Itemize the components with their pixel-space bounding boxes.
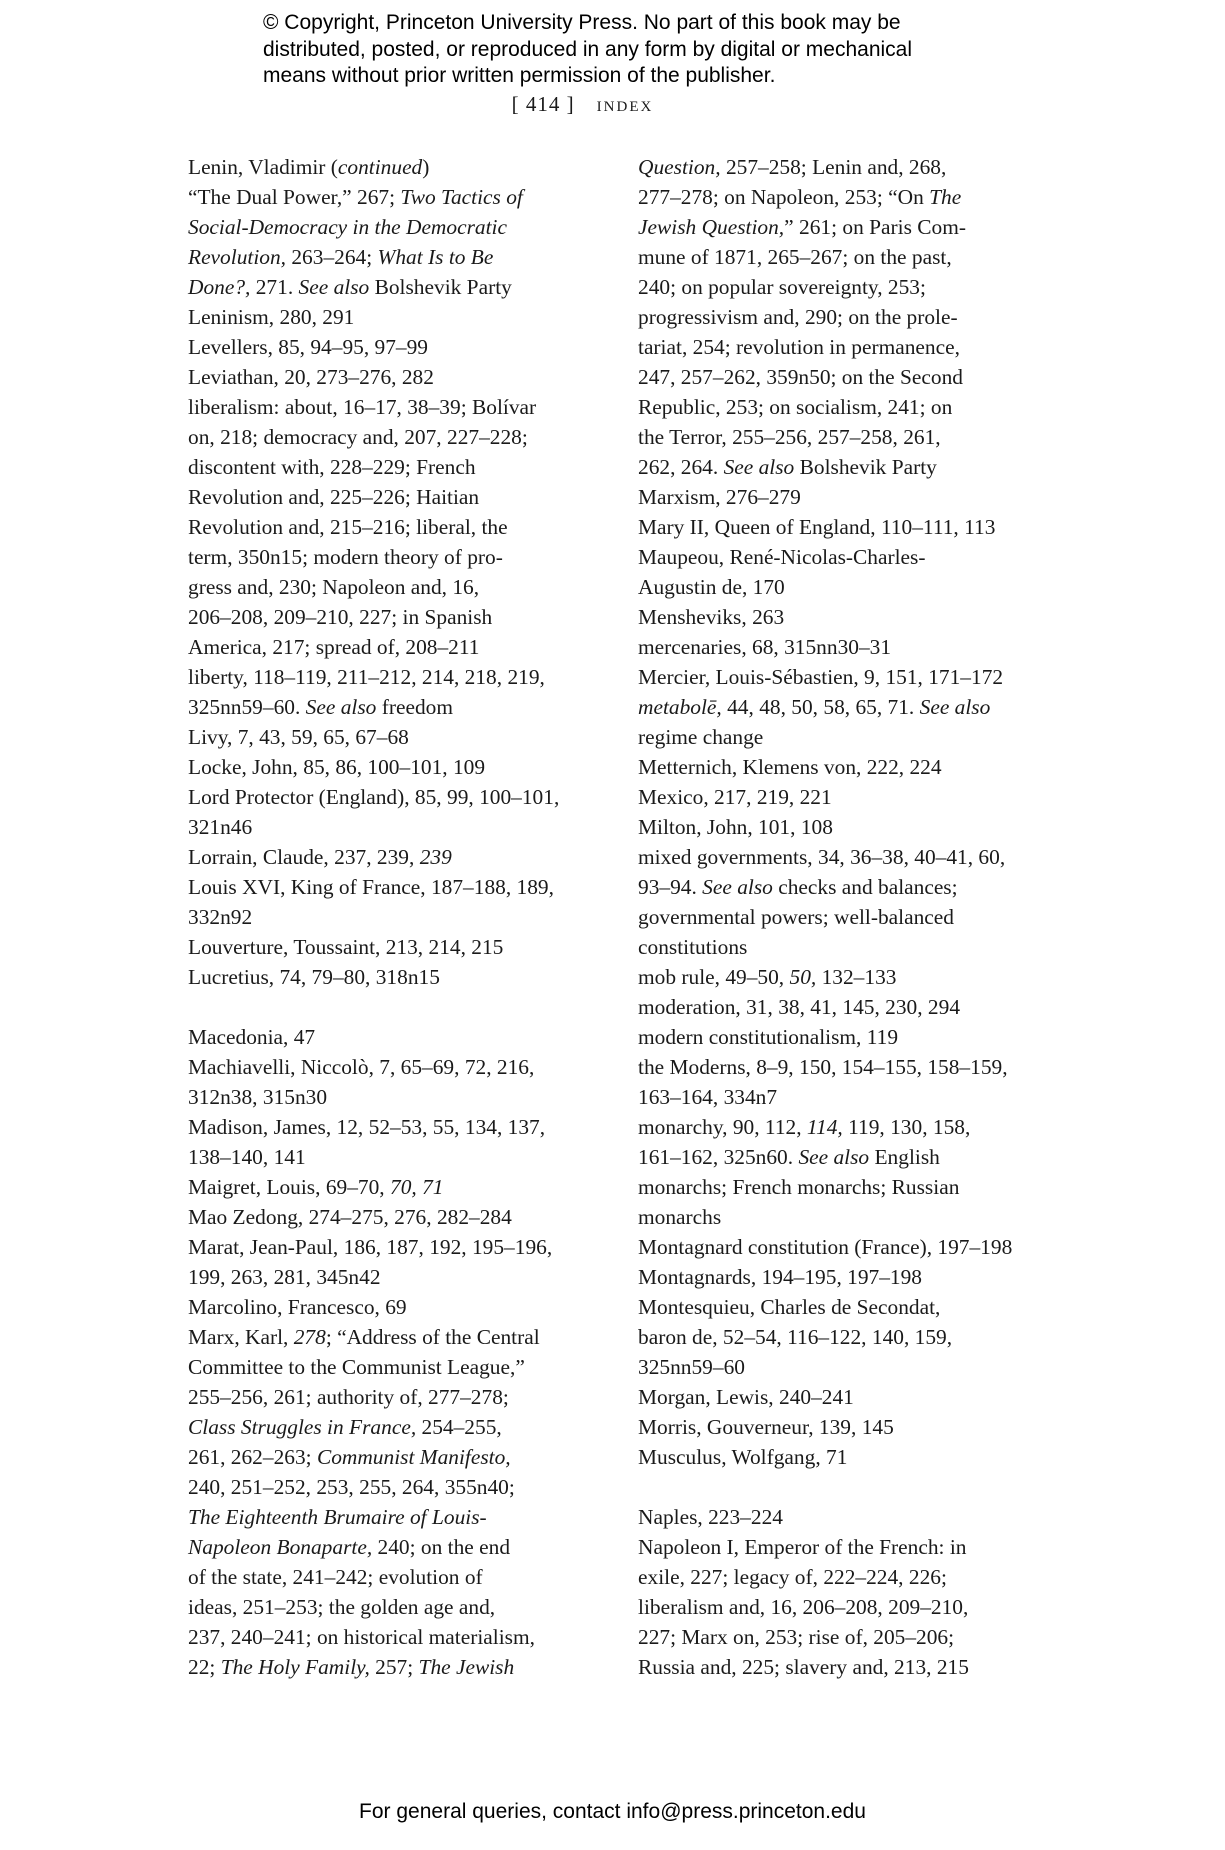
index-entry-line: Jewish Question,” 261; on Paris Com- — [638, 215, 966, 239]
index-entry-line: Augustin de, 170 — [638, 575, 785, 599]
index-entry-line: Maupeou, René-Nicolas-Charles- — [638, 545, 926, 569]
index-entry-line: 261, 262–263; Communist Manifesto, — [188, 1445, 511, 1469]
index-entry-line: Montagnards, 194–195, 197–198 — [638, 1265, 923, 1289]
index-entry — [638, 1022, 1058, 1052]
index-entry-line: Leviathan, 20, 273–276, 282 — [188, 365, 434, 389]
index-entry-line: baron de, 52–54, 116–122, 140, 159, — [638, 1325, 953, 1349]
index-entry — [188, 1202, 608, 1232]
index-entry — [188, 1052, 608, 1112]
index-entry-line: constitutions — [638, 935, 748, 959]
index-entry-line: Mercier, Louis-Sébastien, 9, 151, 171–172 — [638, 665, 1004, 689]
index-entry-line: on, 218; democracy and, 207, 227–228; — [188, 425, 528, 449]
index-entry-line: liberalism: about, 16–17, 38–39; Bolívar — [188, 395, 537, 419]
index-entry-line: Social-Democracy in the Democratic — [188, 215, 507, 239]
index-entry — [638, 1442, 1058, 1472]
index-entry — [638, 482, 1058, 512]
index-entry — [188, 392, 608, 662]
index-entry-line: 163–164, 334n7 — [638, 1085, 778, 1109]
letter-group-gap — [638, 1472, 1058, 1502]
index-entry-line: Revolution and, 215–216; liberal, the — [188, 515, 508, 539]
index-entry — [638, 1292, 1058, 1382]
index-entry — [188, 302, 608, 332]
index-entry-line: Done?, 271. See also Bolshevik Party — [188, 275, 512, 299]
index-entry-line: Marx, Karl, 278; “Address of the Central — [188, 1325, 540, 1349]
index-entry-line: regime change — [638, 725, 764, 749]
index-entry-line: Milton, John, 101, 108 — [638, 815, 833, 839]
index-entry-line: 312n38, 315n30 — [188, 1085, 328, 1109]
index-entry-line: ideas, 251–253; the golden age and, — [188, 1595, 496, 1619]
index-entry-line: mune of 1871, 265–267; on the past, — [638, 245, 952, 269]
index-entry — [188, 1292, 608, 1322]
index-entry-line: Revolution, 263–264; What Is to Be — [188, 245, 494, 269]
index-entry-line: Morris, Gouverneur, 139, 145 — [638, 1415, 894, 1439]
index-entry-line: Naples, 223–224 — [638, 1505, 783, 1529]
index-entry-line: Mensheviks, 263 — [638, 605, 785, 629]
index-entry-line: America, 217; spread of, 208–211 — [188, 635, 480, 659]
index-entry — [188, 362, 608, 392]
index-entry-line: Marat, Jean-Paul, 186, 187, 192, 195–196, — [188, 1235, 553, 1259]
index-entry-line: The Eighteenth Brumaire of Louis- — [188, 1505, 487, 1529]
index-entry-line: Levellers, 85, 94–95, 97–99 — [188, 335, 429, 359]
index-entry-line: of the state, 241–242; evolution of — [188, 1565, 483, 1589]
index-entry-line: 206–208, 209–210, 227; in Spanish — [188, 605, 493, 629]
index-entry — [638, 632, 1058, 662]
index-entry — [638, 692, 1058, 752]
index-entry-line: monarchs — [638, 1205, 722, 1229]
index-entry-line: Marcolino, Francesco, 69 — [188, 1295, 407, 1319]
index-entry-line: discontent with, 228–229; French — [188, 455, 476, 479]
index-entry — [638, 1382, 1058, 1412]
index-column-right — [638, 152, 1058, 1682]
copyright-line: means without prior written permission of the publisher. — [263, 64, 776, 87]
index-column-left — [188, 152, 608, 1682]
index-entry-line: 138–140, 141 — [188, 1145, 306, 1169]
index-entry-line: exile, 227; legacy of, 222–224, 226; — [638, 1565, 947, 1589]
index-entry-line: mercenaries, 68, 315nn30–31 — [638, 635, 892, 659]
index-entry-line: 240, 251–252, 253, 255, 264, 355n40; — [188, 1475, 515, 1499]
index-entry — [638, 842, 1058, 962]
index-entry-line: Maigret, Louis, 69–70, 70, 71 — [188, 1175, 444, 1199]
index-entry — [638, 662, 1058, 692]
footer-contact: For general queries, contact info@press.princeton.edu — [359, 1800, 866, 1823]
index-entry-line: Napoleon I, Emperor of the French: in — [638, 1535, 967, 1559]
index-entry-line: Committee to the Communist League,” — [188, 1355, 525, 1379]
index-entry-line: Question, 257–258; Lenin and, 268, — [638, 155, 947, 179]
index-entry-line: Lorrain, Claude, 237, 239, 239 — [188, 845, 452, 869]
copyright-notice — [263, 10, 1023, 90]
index-entry — [638, 1532, 1058, 1682]
index-entry-line: Mexico, 217, 219, 221 — [638, 785, 832, 809]
index-entry — [638, 602, 1058, 632]
index-entry — [638, 1262, 1058, 1292]
index-entry-line: Russia and, 225; slavery and, 213, 215 — [638, 1655, 969, 1679]
index-entry — [638, 962, 1058, 992]
index-entry-line: governmental powers; well-balanced — [638, 905, 954, 929]
copyright-line: distributed, posted, or reproduced in any form by digital or mechanical — [263, 37, 913, 61]
index-entry — [638, 1502, 1058, 1532]
index-entry — [638, 512, 1058, 542]
index-entry — [638, 542, 1058, 602]
index-entry-line: 247, 257–262, 359n50; on the Second — [638, 365, 963, 389]
index-entry — [188, 662, 608, 722]
index-entry — [188, 932, 608, 962]
index-entry-line: Revolution and, 225–226; Haitian — [188, 485, 480, 509]
index-entry-line: Madison, James, 12, 52–53, 55, 134, 137, — [188, 1115, 546, 1139]
index-entry-line: 240; on popular sovereignty, 253; — [638, 275, 926, 299]
index-entry-line: Macedonia, 47 — [188, 1025, 316, 1049]
index-entry-line: Musculus, Wolfgang, 71 — [638, 1445, 848, 1469]
page-number: [ 414 ] — [511, 92, 575, 116]
running-head — [0, 92, 1225, 117]
index-entry — [638, 1232, 1058, 1262]
index-entry-line: 199, 263, 281, 345n42 — [188, 1265, 381, 1289]
index-entry — [188, 152, 608, 302]
index-entry-line: Morgan, Lewis, 240–241 — [638, 1385, 854, 1409]
index-entry-line: 325nn59–60. See also freedom — [188, 695, 453, 719]
index-entry — [638, 1052, 1058, 1112]
index-entry-line: Marxism, 276–279 — [638, 485, 801, 509]
index-entry-line: 332n92 — [188, 905, 253, 929]
index-entry — [188, 842, 608, 872]
index-entry-line: 93–94. See also checks and balances; — [638, 875, 958, 899]
index-entry — [188, 722, 608, 752]
index-entry — [638, 812, 1058, 842]
index-entry-line: Machiavelli, Niccolò, 7, 65–69, 72, 216, — [188, 1055, 535, 1079]
index-entry-line: 262, 264. See also Bolshevik Party — [638, 455, 937, 479]
index-entry — [638, 1412, 1058, 1442]
letter-group-gap — [188, 992, 608, 1022]
index-entry — [638, 992, 1058, 1022]
index-entry-line: monarchy, 90, 112, 114, 119, 130, 158, — [638, 1115, 971, 1139]
index-entry-line: progressivism and, 290; on the prole- — [638, 305, 958, 329]
index-entry-line: Class Struggles in France, 254–255, — [188, 1415, 502, 1439]
index-entry — [638, 152, 1058, 482]
index-entry-line: Mary II, Queen of England, 110–111, 113 — [638, 515, 996, 539]
index-entry-line: liberty, 118–119, 211–212, 214, 218, 219, — [188, 665, 545, 689]
index-entry — [638, 1112, 1058, 1232]
index-entry-line: mob rule, 49–50, 50, 132–133 — [638, 965, 897, 989]
index-entry-line: Lord Protector (England), 85, 99, 100–101, — [188, 785, 560, 809]
index-entry-line: “The Dual Power,” 267; Two Tactics of — [188, 185, 523, 209]
index-entry-line: Mao Zedong, 274–275, 276, 282–284 — [188, 1205, 512, 1229]
index-entry-line: monarchs; French monarchs; Russian — [638, 1175, 960, 1199]
index-entry-line: the Moderns, 8–9, 150, 154–155, 158–159, — [638, 1055, 1008, 1079]
index-entry — [188, 1112, 608, 1172]
index-entry-line: 237, 240–241; on historical materialism, — [188, 1625, 535, 1649]
index-entry-line: metabolē, 44, 48, 50, 58, 65, 71. See also — [638, 695, 991, 719]
index-entry — [188, 782, 608, 842]
index-entry-line: tariat, 254; revolution in permanence, — [638, 335, 960, 359]
index-entry-line: 255–256, 261; authority of, 277–278; — [188, 1385, 509, 1409]
index-entry-line: 325nn59–60 — [638, 1355, 745, 1379]
section-title: index — [596, 92, 654, 116]
index-entry-line: Lucretius, 74, 79–80, 318n15 — [188, 965, 440, 989]
index-entry-line: Leninism, 280, 291 — [188, 305, 355, 329]
index-entry-line: 161–162, 325n60. See also English — [638, 1145, 940, 1169]
index-entry-line: gress and, 230; Napoleon and, 16, — [188, 575, 480, 599]
index-entry — [638, 782, 1058, 812]
index-entry — [188, 332, 608, 362]
copyright-line: © Copyright, Princeton University Press. No part of this book may be — [263, 11, 901, 34]
index-entry-line: Locke, John, 85, 86, 100–101, 109 — [188, 755, 486, 779]
index-entry — [188, 962, 608, 992]
index-entry-line: Metternich, Klemens von, 222, 224 — [638, 755, 942, 779]
index-entry — [638, 752, 1058, 782]
index-entry-line: Montagnard constitution (France), 197–198 — [638, 1235, 1013, 1259]
index-entry-line: mixed governments, 34, 36–38, 40–41, 60, — [638, 845, 1006, 869]
index-entry-line: liberalism and, 16, 206–208, 209–210, — [638, 1595, 969, 1619]
index-entry-line: 321n46 — [188, 815, 253, 839]
index-entry — [188, 872, 608, 932]
index-entry-line: moderation, 31, 38, 41, 145, 230, 294 — [638, 995, 961, 1019]
index-entry — [188, 752, 608, 782]
index-entry-line: Montesquieu, Charles de Secondat, — [638, 1295, 941, 1319]
index-entry-line: the Terror, 255–256, 257–258, 261, — [638, 425, 941, 449]
index-entry-line: Republic, 253; on socialism, 241; on — [638, 395, 953, 419]
index-entry-line: Lenin, Vladimir (continued) — [188, 155, 430, 179]
index-entry-line: 277–278; on Napoleon, 253; “On The — [638, 185, 962, 209]
index-entry-line: 227; Marx on, 253; rise of, 205–206; — [638, 1625, 955, 1649]
index-entry-line: term, 350n15; modern theory of pro- — [188, 545, 503, 569]
index-entry — [188, 1022, 608, 1052]
index-entry-line: modern constitutionalism, 119 — [638, 1025, 899, 1049]
index-entry-line: Livy, 7, 43, 59, 65, 67–68 — [188, 725, 409, 749]
index-entry — [188, 1232, 608, 1292]
index-entry-line: Napoleon Bonaparte, 240; on the end — [188, 1535, 511, 1559]
index-entry — [188, 1322, 608, 1682]
index-entry-line: 22; The Holy Family, 257; The Jewish — [188, 1655, 515, 1679]
index-entry-line: Louis XVI, King of France, 187–188, 189, — [188, 875, 554, 899]
index-entry-line: Louverture, Toussaint, 213, 214, 215 — [188, 935, 504, 959]
index-entry — [188, 1172, 608, 1202]
